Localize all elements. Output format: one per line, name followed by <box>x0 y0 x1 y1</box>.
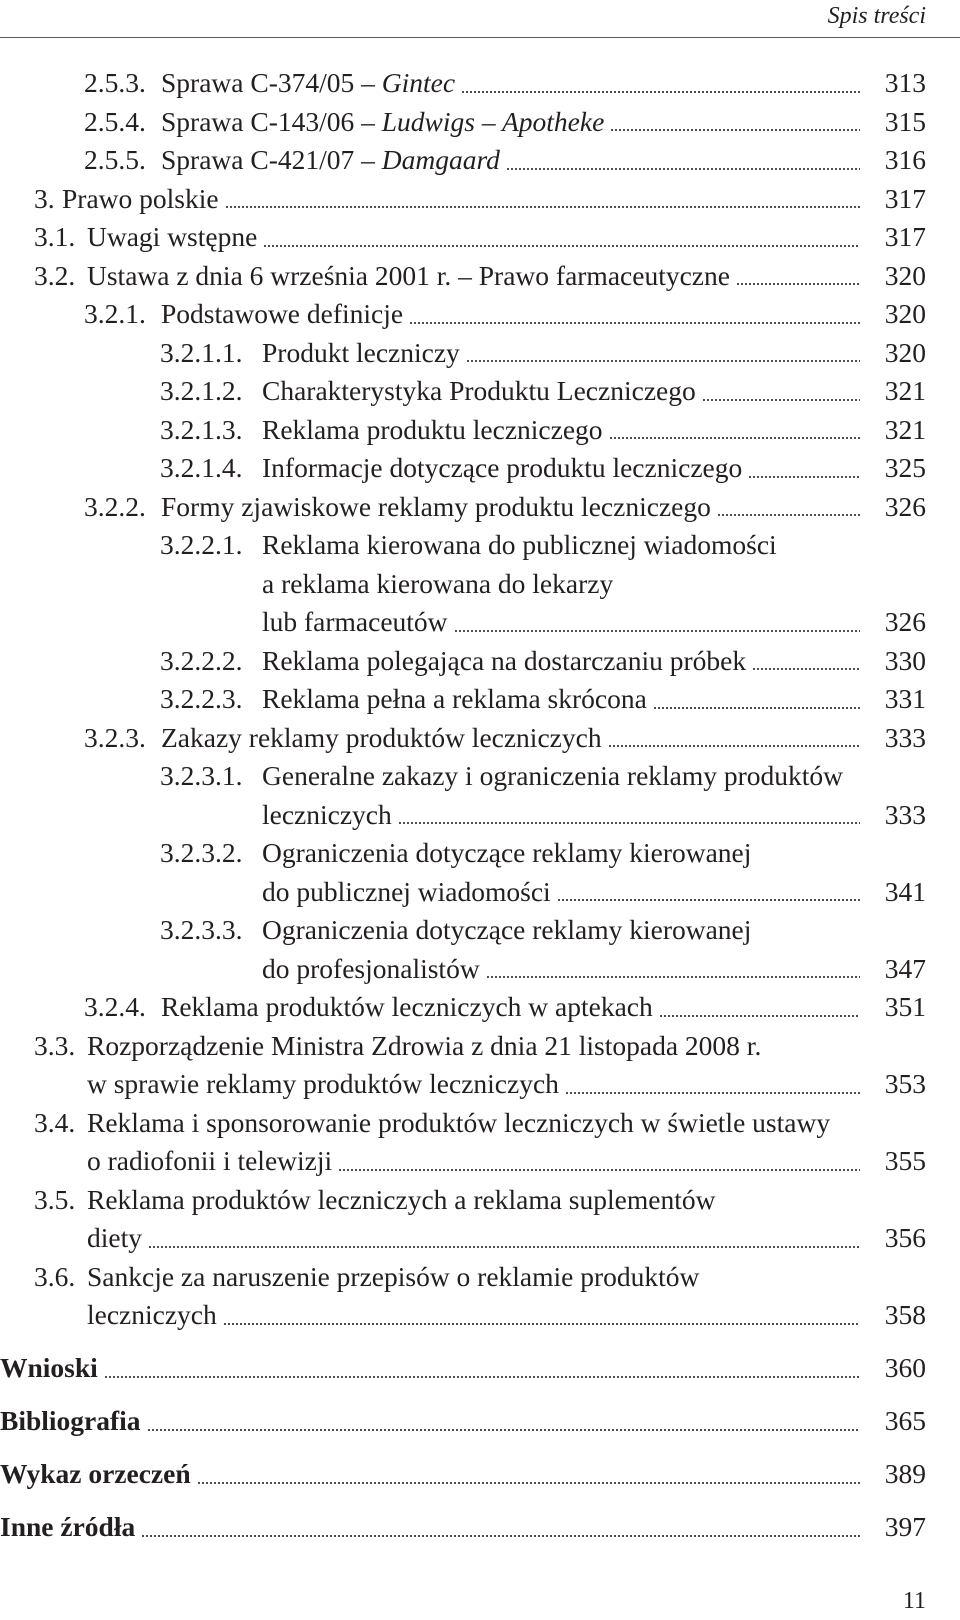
toc-entry[interactable] <box>0 911 960 988</box>
toc-entry-page: 397 <box>884 1511 926 1542</box>
toc-entry-line <box>0 950 960 989</box>
toc-entry-number: 3.2.1.3. <box>160 413 243 445</box>
toc-entry-title: Sprawa C-421/07 – Damgaard <box>161 141 506 180</box>
dot-leader <box>659 988 860 1027</box>
toc-entry[interactable] <box>0 834 960 911</box>
toc-entry-page: 320 <box>884 259 926 291</box>
toc-entry-line <box>0 1142 960 1181</box>
toc-entry[interactable] <box>0 1402 960 1441</box>
toc-entry[interactable] <box>0 757 960 834</box>
toc-entry-title: w sprawie reklamy produktów leczniczych <box>87 1065 565 1104</box>
toc-entry-page: 321 <box>884 413 926 445</box>
toc-entry-line <box>0 141 960 180</box>
toc-entry-page: 347 <box>884 952 926 984</box>
toc-entry-number: 3.4. <box>34 1106 76 1138</box>
toc-entry-number: 3.3. <box>34 1029 76 1061</box>
toc-entry[interactable] <box>0 642 960 681</box>
dot-leader <box>466 334 860 373</box>
toc-entry-page: 360 <box>884 1352 926 1383</box>
toc-entry[interactable] <box>0 1349 960 1388</box>
toc-entry-page: 326 <box>884 606 926 637</box>
toc-entry-title: Produkt leczniczy <box>262 334 466 373</box>
dot-leader <box>752 642 860 681</box>
toc-entry-line <box>0 1027 960 1066</box>
dot-leader <box>104 1349 860 1388</box>
toc-entry-number: 3.6. <box>34 1260 76 1292</box>
dot-leader <box>653 680 860 719</box>
toc-entry-line <box>0 180 960 219</box>
toc-entry-line <box>0 1349 960 1388</box>
toc-entry-title: Zakazy reklamy produktów leczniczych <box>161 719 608 758</box>
toc-entry-line <box>0 449 960 488</box>
toc-entry-number: 3.5. <box>34 1183 76 1215</box>
toc-entry-line <box>0 642 960 681</box>
toc-entry-title: Wykaz orzeczeń <box>0 1455 197 1494</box>
toc-entry-number: 3.2.3.3. <box>160 914 243 945</box>
toc-entry-number: 3.2.1. <box>84 298 146 329</box>
toc-entry-page: 355 <box>884 1145 926 1176</box>
dot-leader <box>338 1142 860 1181</box>
toc-entry[interactable] <box>0 449 960 488</box>
toc-entry-line <box>0 64 960 103</box>
toc-entry-number: 3.2.1.2. <box>160 375 243 406</box>
dot-leader <box>398 796 860 835</box>
toc-entry-page: 356 <box>884 1222 926 1253</box>
toc-entry-number: 2.5.5. <box>84 144 146 175</box>
dot-leader <box>608 719 860 758</box>
dot-leader <box>225 180 860 219</box>
toc-entry[interactable] <box>0 411 960 450</box>
toc-entry-case-name: Gintec <box>381 67 456 98</box>
toc-entry-line <box>0 218 960 257</box>
dot-leader <box>610 103 860 142</box>
toc-entry-title: Prawo polskie <box>62 180 225 219</box>
toc-entry-number: 2.5.3. <box>84 67 146 98</box>
toc-entry-title: Reklama i sponsorowanie produktów leczniczych w świetle ustawy <box>87 1106 831 1138</box>
toc-entry-line <box>0 796 960 835</box>
header-rule <box>0 37 960 38</box>
toc-entry-line <box>0 334 960 373</box>
toc-entry-title: leczniczych <box>262 796 398 835</box>
toc-entry[interactable] <box>0 488 960 527</box>
dot-leader <box>557 873 860 912</box>
table-of-contents <box>0 64 960 1547</box>
toc-entry-title: Ustawa z dnia 6 września 2001 r. – Prawo farmaceutyczne <box>87 257 736 296</box>
toc-entry-number: 2.5.4. <box>84 105 146 137</box>
dot-leader <box>454 603 860 642</box>
toc-entry-line <box>0 680 960 719</box>
toc-entry[interactable] <box>0 295 960 334</box>
toc-entry-number: 3.2.2.3. <box>160 683 243 714</box>
toc-entry-page: 351 <box>884 991 926 1022</box>
toc-entry[interactable] <box>0 1455 960 1494</box>
toc-entry-title: Uwagi wstępne <box>87 218 263 257</box>
toc-entry-number: 3.2.2.1. <box>160 529 243 560</box>
toc-entry-title: Reklama produktów leczniczych w aptekach <box>161 988 659 1027</box>
dot-leader <box>486 950 860 989</box>
toc-entry-page: 321 <box>884 375 926 406</box>
toc-entry[interactable] <box>0 526 960 642</box>
toc-entry[interactable] <box>0 1258 960 1335</box>
toc-entry-line <box>0 603 960 642</box>
toc-entry-line <box>0 757 960 796</box>
toc-entry-line <box>0 1104 960 1143</box>
running-title: Spis treści <box>827 3 926 29</box>
toc-entry[interactable] <box>0 180 960 219</box>
dot-leader <box>609 411 860 450</box>
toc-entry-page: 316 <box>884 144 926 175</box>
dot-leader <box>141 1508 860 1547</box>
dot-leader <box>409 295 860 334</box>
toc-entry[interactable] <box>0 334 960 373</box>
toc-entry-line <box>0 257 960 296</box>
toc-entry-title: Charakterystyka Produktu Leczniczego <box>262 372 702 411</box>
toc-entry-title: Reklama produktu leczniczego <box>262 411 609 450</box>
toc-entry-line <box>0 1258 960 1297</box>
toc-entry-line <box>0 1455 960 1494</box>
toc-entry-title: Formy zjawiskowe reklamy produktu leczniczego <box>161 488 717 527</box>
toc-entry-line <box>0 488 960 527</box>
toc-entry-page: 326 <box>884 490 926 522</box>
toc-entry-title: Reklama produktów leczniczych a reklama suplementów <box>87 1183 716 1215</box>
dot-leader <box>748 449 860 488</box>
toc-entry-page: 320 <box>884 298 926 329</box>
toc-entry-title: Reklama pełna a reklama skrócona <box>262 680 653 719</box>
toc-entry-title: Generalne zakazy i ograniczenia reklamy produktów <box>262 760 844 791</box>
toc-entry-title: Reklama polegająca na dostarczaniu próbek <box>262 642 752 681</box>
dot-leader <box>461 64 860 103</box>
toc-entry-line <box>0 719 960 758</box>
toc-entry-title: Bibliografia <box>0 1402 147 1441</box>
toc-entry-line <box>0 911 960 950</box>
toc-entry-title: Podstawowe definicje <box>161 295 409 334</box>
toc-entry-title: Informacje dotyczące produktu leczniczego <box>262 449 748 488</box>
toc-entry-line <box>0 295 960 334</box>
toc-entry[interactable] <box>0 988 960 1027</box>
toc-entry-line <box>0 1181 960 1220</box>
toc-entry[interactable] <box>0 680 960 719</box>
toc-entry-title: diety <box>87 1219 148 1258</box>
toc-entry-page: 315 <box>884 105 926 137</box>
toc-entry-title: Sprawa C-374/05 – Gintec <box>161 64 461 103</box>
toc-entry-title: do publicznej wiadomości <box>262 873 557 912</box>
toc-entry-title: do profesjonalistów <box>262 950 486 989</box>
toc-entry-page: 341 <box>884 875 926 907</box>
toc-entry-line <box>0 873 960 912</box>
toc-entry-title: Ograniczenia dotyczące reklamy kierowanej <box>262 837 752 868</box>
toc-entry-number: 3.2.2. <box>84 490 146 522</box>
dot-leader <box>263 218 860 257</box>
dot-leader <box>223 1296 860 1335</box>
toc-entry[interactable] <box>0 1027 960 1104</box>
toc-entry[interactable] <box>0 1181 960 1258</box>
toc-entry-page: 333 <box>884 798 926 830</box>
toc-entry-page: 365 <box>884 1405 926 1436</box>
toc-entry-page: 389 <box>884 1458 926 1489</box>
toc-entry-page: 331 <box>884 683 926 714</box>
toc-entry-title: Reklama kierowana do publicznej wiadomości <box>262 529 777 560</box>
toc-entry-line <box>0 372 960 411</box>
toc-entry[interactable] <box>0 218 960 257</box>
toc-entry[interactable] <box>0 64 960 103</box>
toc-entry-page: 330 <box>884 644 926 676</box>
toc-entry-line <box>0 1508 960 1547</box>
toc-entry-page: 313 <box>884 67 926 98</box>
toc-entry-title: Sprawa C-143/06 – Ludwigs – Apotheke <box>161 103 610 142</box>
toc-entry-title: Ograniczenia dotyczące reklamy kierowanej <box>262 914 752 945</box>
dot-leader <box>506 141 860 180</box>
toc-entry-number: 3.2.3.1. <box>160 760 243 791</box>
dot-leader <box>717 488 860 527</box>
toc-entry-line <box>0 834 960 873</box>
toc-entry-title: Inne źródła <box>0 1508 141 1547</box>
toc-entry-number: 3.2.3. <box>84 721 146 753</box>
toc-entry-number: 3. <box>34 182 55 214</box>
toc-entry-title: a reklama kierowana do lekarzy <box>262 567 614 599</box>
toc-entry-page: 333 <box>884 721 926 753</box>
toc-entry-number: 3.1. <box>34 221 76 252</box>
toc-entry-line <box>0 1296 960 1335</box>
toc-entry-title: leczniczych <box>87 1296 223 1335</box>
toc-entry[interactable] <box>0 141 960 180</box>
toc-entry-line <box>0 1065 960 1104</box>
toc-entry-line <box>0 103 960 142</box>
toc-entry-title: o radiofonii i telewizji <box>87 1142 338 1181</box>
toc-entry-line <box>0 565 960 604</box>
toc-entry-line <box>0 1219 960 1258</box>
dot-leader <box>702 372 860 411</box>
toc-entry-number: 3.2. <box>34 259 76 291</box>
toc-entry[interactable] <box>0 103 960 142</box>
toc-entry-page: 353 <box>884 1068 926 1099</box>
toc-entry-title: Wnioski <box>0 1349 104 1388</box>
page-number: 11 <box>902 1588 926 1614</box>
toc-entry-case-name: Damgaard <box>381 144 500 175</box>
toc-entry-page: 320 <box>884 336 926 368</box>
toc-entry-line <box>0 988 960 1027</box>
toc-entry-number: 3.2.1.4. <box>160 452 243 483</box>
toc-entry[interactable] <box>0 719 960 758</box>
toc-entry-page: 317 <box>884 182 926 214</box>
toc-entry-title: Rozporządzenie Ministra Zdrowia z dnia 21 listopada 2008 r. <box>87 1029 762 1061</box>
toc-entry-number: 3.2.1.1. <box>160 336 243 368</box>
toc-entry-page: 358 <box>884 1299 926 1330</box>
toc-entry-number: 3.2.3.2. <box>160 837 243 868</box>
toc-entry[interactable] <box>0 1104 960 1181</box>
toc-entry[interactable] <box>0 257 960 296</box>
dot-leader <box>736 257 860 296</box>
toc-entry-title: Sankcje za naruszenie przepisów o reklamie produktów <box>87 1260 700 1292</box>
toc-entry-case-name: Ludwigs – Apotheke <box>381 105 605 137</box>
toc-entry[interactable] <box>0 372 960 411</box>
toc-entry-line <box>0 526 960 565</box>
dot-leader <box>148 1219 860 1258</box>
toc-entry-page: 317 <box>884 221 926 252</box>
toc-entry-number: 3.2.2.2. <box>160 644 243 676</box>
toc-entry-title: lub farmaceutów <box>262 603 454 642</box>
dot-leader <box>565 1065 860 1104</box>
dot-leader <box>197 1455 860 1494</box>
toc-entry-line <box>0 411 960 450</box>
toc-entry-page: 325 <box>884 452 926 483</box>
dot-leader <box>147 1402 860 1441</box>
toc-entry[interactable] <box>0 1508 960 1547</box>
toc-entry-number: 3.2.4. <box>84 991 146 1022</box>
toc-entry-line <box>0 1402 960 1441</box>
